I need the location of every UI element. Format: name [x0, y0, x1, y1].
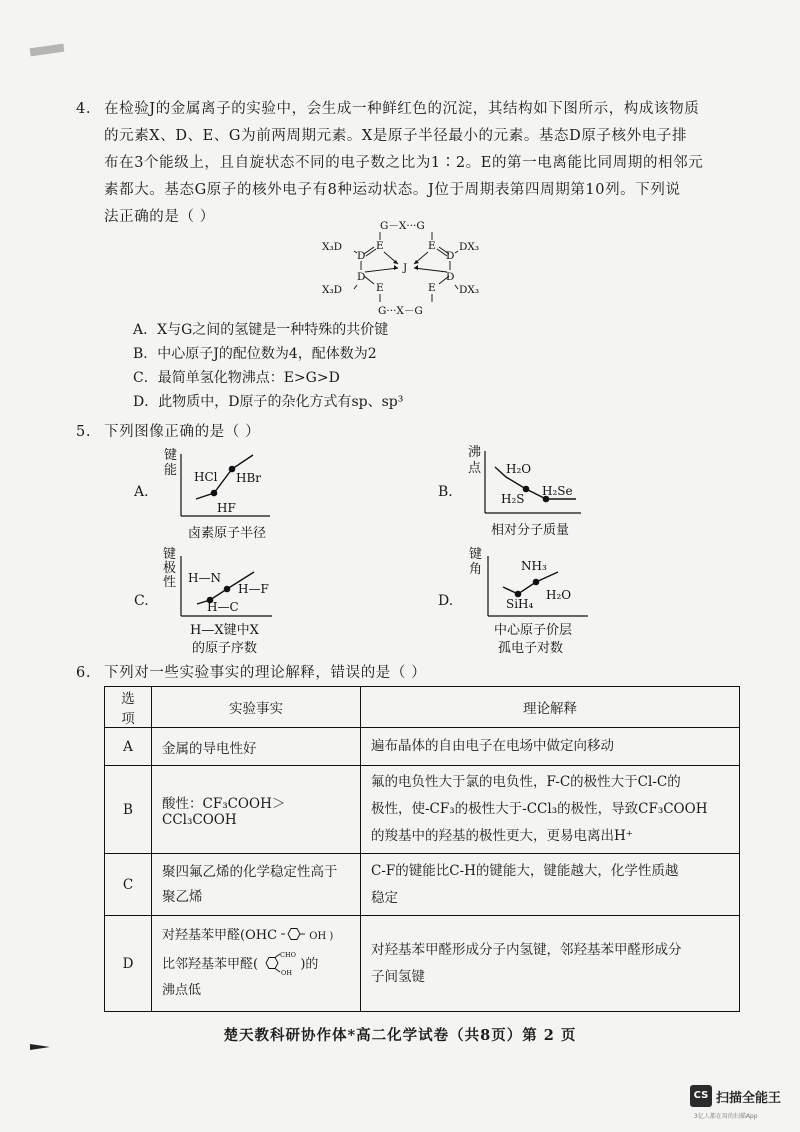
- para-hydroxybenzaldehyde-ring: [281, 926, 305, 942]
- theory-line: 对羟基苯甲醛形成分子内氢键，邻羟基苯甲醛形成分: [371, 941, 682, 958]
- stem-line: 布在3个能级上，且自旋状态不同的电子数之比为1∶2。E的第一电离能比同周期的相邻元: [104, 155, 704, 171]
- atom-e: E: [428, 240, 436, 252]
- chart-d-letter: D.: [438, 593, 454, 609]
- scan-arrow-mark: [30, 1044, 50, 1050]
- fact-line: [162, 950, 356, 978]
- structure-left-top: X₃D: [322, 241, 343, 253]
- question-4: [76, 96, 744, 231]
- table-row: [105, 766, 740, 854]
- header-theory: 理论解释: [361, 687, 740, 728]
- fact-line: [162, 923, 356, 950]
- structure-left-bottom: X₃D: [322, 284, 343, 296]
- question-number: 6.: [76, 665, 92, 681]
- point-label-hf: H—F: [238, 582, 269, 596]
- structure-right-top: DX₃: [459, 241, 480, 253]
- data-point-hn: [224, 586, 231, 593]
- camscanner-name: 扫描全能王: [716, 1091, 782, 1106]
- theory-line: C-F的键能比C-H的键能大，键能越大，化学性质越: [371, 862, 679, 879]
- point-label-h2o: H₂O: [506, 462, 532, 476]
- point-label-h2se: H₂Se: [542, 484, 573, 498]
- theory-line: 极性，使-CF₃的极性大于-CCl₃的极性，导致CF₃COOH: [371, 801, 708, 817]
- row-option: A: [105, 728, 152, 766]
- x-label: 卤素原子半径: [188, 526, 267, 541]
- row-theory: [361, 728, 740, 766]
- question-number: 4.: [76, 101, 92, 117]
- row-option: D: [105, 916, 152, 1012]
- atom-e: E: [376, 282, 384, 294]
- atom-j: J: [403, 262, 408, 274]
- x-label: 中心原子价层: [494, 623, 573, 638]
- theory-line: 遍布晶体的自由电子在电场中做定向移动: [371, 738, 614, 754]
- row-theory: [361, 766, 740, 854]
- table-row: [105, 916, 740, 1012]
- row-fact: [152, 728, 361, 766]
- y-label: 键: [163, 547, 177, 562]
- point-label-nh3: NH₃: [521, 559, 547, 573]
- y-label: 性: [163, 575, 177, 590]
- y-label: 极: [163, 561, 177, 576]
- ring-substituent: CHO: [280, 951, 297, 959]
- chart-c: [160, 544, 290, 656]
- data-point-hcl: [229, 466, 236, 473]
- table-row: [105, 728, 740, 766]
- camscanner-logo: CS: [690, 1085, 712, 1107]
- option-a: A．X与G之间的氢键是一种特殊的共价键: [133, 322, 389, 338]
- option-b: B．中心原子J的配位数为4，配体数为2: [133, 346, 377, 362]
- question-number: 5.: [76, 424, 92, 440]
- stem-line: 在检验J的金属离子的实验中，会生成一种鲜红色的沉淀，其结构如下图所示，构成该物质: [104, 101, 700, 117]
- explanation-table: [104, 686, 740, 1012]
- row-fact: [152, 766, 361, 854]
- stem-line: 的元素X、D、E、G为前两周期元素。X是原子半径最小的元素。基态D原子核外电子排: [104, 128, 688, 144]
- x-label: H—X键中X: [190, 623, 259, 638]
- table-row: [105, 854, 740, 916]
- stem-line: 素都大。基态G原子的核外电子有8种运动状态。J位于周期表第四周期第10列。下列说: [104, 182, 681, 198]
- fact-line: 金属的导电性好: [162, 740, 257, 757]
- question-6: [76, 660, 744, 687]
- y-label: 能: [164, 463, 178, 478]
- page-footer: 楚天教科研协作体*高二化学试卷（共8页）第 2 页: [223, 1027, 577, 1044]
- header-fact: 实验事实: [152, 687, 361, 728]
- point-label-sih4: SiH₄: [506, 597, 534, 611]
- atom-d: D: [446, 250, 455, 262]
- y-label: 沸: [468, 445, 482, 460]
- theory-line: 的羧基中的羟基的极性更大，更易电离出H⁺: [371, 828, 633, 844]
- fact-text: OH ): [309, 931, 334, 942]
- ring-substituent: OH: [281, 969, 293, 976]
- complex-structure-diagram: [318, 214, 498, 318]
- y-label: 点: [468, 461, 482, 476]
- point-label-hf: HF: [217, 501, 236, 515]
- fact-text: 比邻羟基苯甲醛(: [162, 957, 259, 972]
- x-label: 相对分子质量: [491, 523, 570, 538]
- fact-line: 聚乙烯: [162, 888, 203, 905]
- option-d: D．此物质中，D原子的杂化方式有sp、sp³: [133, 394, 404, 410]
- ortho-hydroxybenzaldehyde-ring: [262, 950, 296, 976]
- fact-text: 对羟基苯甲醛(OHC: [162, 928, 278, 943]
- option-c: C．最简单氢化物沸点：E>G>D: [133, 370, 340, 386]
- scan-mark: [30, 44, 65, 57]
- chart-a-letter: A.: [134, 484, 149, 500]
- point-label-h2s: H₂S: [501, 492, 525, 506]
- camscanner-tagline: 3亿人都在用的扫描App: [694, 1113, 758, 1120]
- chart-a: [162, 446, 292, 542]
- stem-line: 法正确的是（ ）: [104, 209, 215, 225]
- fact-line: 沸点低: [162, 983, 202, 998]
- atom-d: D: [446, 271, 455, 283]
- row-fact: [152, 916, 361, 1012]
- question-stem: 下列图像正确的是（ ）: [104, 424, 261, 440]
- structure-bottom: G···X－G: [378, 305, 423, 317]
- row-fact: [152, 854, 361, 916]
- structure-right-bottom: DX₃: [459, 284, 480, 296]
- chart-b: [466, 443, 596, 543]
- point-label-h2o: H₂O: [546, 588, 572, 602]
- theory-line: 子间氢键: [371, 968, 425, 985]
- y-label: 键: [469, 547, 483, 562]
- question-5: [76, 419, 744, 446]
- row-option: B: [105, 766, 152, 854]
- chart-b-letter: B.: [438, 484, 453, 500]
- y-label: 键: [164, 448, 178, 463]
- atom-d: D: [357, 271, 366, 283]
- point-label-hcl: HCl: [194, 470, 218, 484]
- atom-e: E: [428, 282, 436, 294]
- row-theory: [361, 916, 740, 1012]
- fact-line: 酸性：CF₃COOH＞CCl₃COOH: [162, 795, 286, 828]
- header-option: 选项: [105, 687, 152, 728]
- theory-line: 稳定: [371, 889, 398, 906]
- data-point-nh3: [533, 579, 540, 586]
- x-label: 的原子序数: [192, 641, 258, 656]
- row-theory: [361, 854, 740, 916]
- x-label: 孤电子对数: [498, 641, 564, 656]
- chart-d: [466, 544, 596, 656]
- question-stem: 下列对一些实验事实的理论解释，错误的是（ ）: [104, 665, 427, 681]
- structure-top: G－X···G: [380, 220, 425, 232]
- point-label-hbr: HBr: [236, 471, 262, 485]
- theory-line: 氟的电负性大于氯的电负性，F-C的极性大于Cl-C的: [371, 774, 681, 790]
- table-header-row: [105, 687, 740, 728]
- fact-text: )的: [300, 957, 319, 972]
- point-label-hn: H—N: [188, 571, 221, 585]
- row-option: C: [105, 854, 152, 916]
- point-label-hc: H—C: [207, 600, 239, 614]
- y-label: 角: [469, 562, 483, 577]
- atom-d: D: [357, 250, 366, 262]
- fact-line: 聚四氟乙烯的化学稳定性高于: [162, 863, 338, 880]
- chart-c-letter: C.: [134, 593, 149, 609]
- atom-e: E: [376, 240, 384, 252]
- data-point-hf: [211, 490, 218, 497]
